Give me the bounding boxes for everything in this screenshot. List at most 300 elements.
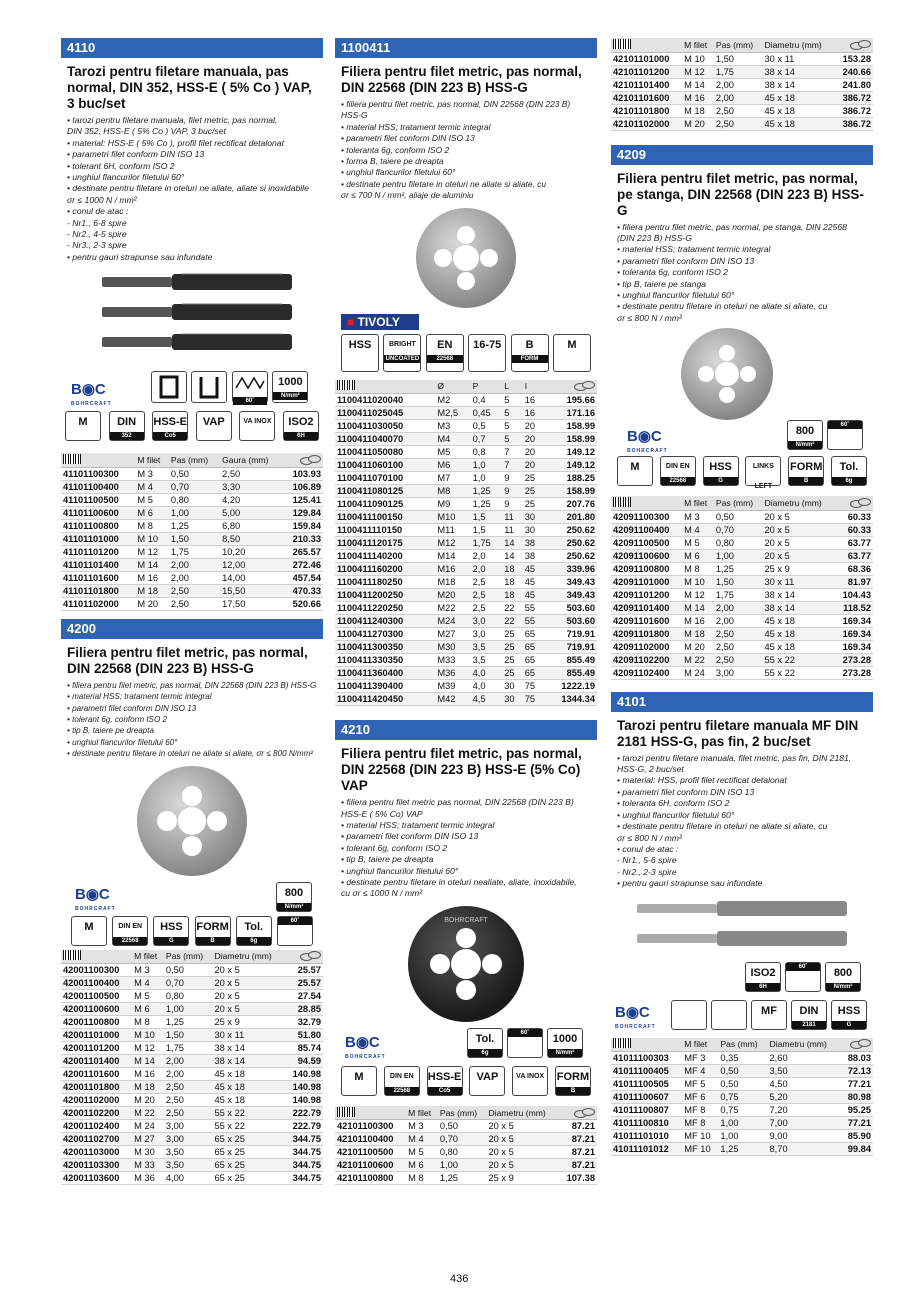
table-cell: 5 [502,407,523,420]
table-cell: 2,00 [714,91,763,104]
table-cell: 5 [502,394,523,407]
article-code: 42101101600 [611,91,682,104]
table-row [611,523,873,536]
table-cell: M36 [435,667,470,680]
spec-badge: VAP [469,1066,505,1096]
table-cell: 55 [523,602,544,615]
price-cell: 85.74 [285,1042,323,1055]
table-cell: 1,75 [169,545,220,558]
table-cell: 25 x 9 [486,1172,558,1185]
badges-1100411 [335,334,597,374]
bullet-line: • pentru gauri strapunse sau infundate [617,878,763,889]
table-cell: 14 [502,537,523,550]
table-cell: 2,50 [169,597,220,610]
table-cell: 1,00 [169,506,220,519]
table-cell: 20 x 5 [762,549,834,562]
table-cell: 25 [523,498,544,511]
fine-taps-illustration [627,896,857,956]
table-cell: M20 [435,589,470,602]
table-cell: M 36 [132,1172,164,1185]
table-cell: 20 [523,459,544,472]
spec-badge: 60˚ [827,420,863,450]
table-row [335,511,597,524]
table-cell: 45 x 18 [762,640,834,653]
table-cell: 5 [502,420,523,433]
price-cell: 68.36 [835,562,873,575]
table-cell: 30 [502,693,523,706]
table-cell: M 24 [682,666,714,679]
table-row [61,584,323,597]
table-cell: 3,00 [164,1120,213,1133]
table-cell: 38 x 14 [212,1055,284,1068]
table-4210: M filet Pas (mm) Diametru (mm) 42101100300 M 3 0,50 20 x 5 87.21 42101100400 M 4 0,70 20 x 5 87.21 42101100500 M 5 0,80 20 x 5 87.21 42101100600 M 6 1,00 20 x 5 87.21 42101100800 M 8 1,25 25 x 9 107.38 [337,1107,595,1184]
spec-badge: BRIGHT UNCOATED [383,334,421,372]
price-cell: 470.33 [283,584,323,597]
die-image-4200 [137,766,247,876]
price-cell: 169.34 [835,614,873,627]
table-cell: 2,50 [164,1107,213,1120]
spec-badge: ISO2 6H [745,962,781,992]
spec-badge: FORM B [788,456,824,486]
barcode-icon [63,950,81,960]
spec-badge: DIN EN 22568 [384,1066,420,1096]
table-row [335,485,597,498]
article-code: 1100411220250 [335,602,435,615]
tivoly-logo: ■ TIVOLY [341,314,419,330]
spec-badge: FORM B [195,916,231,946]
spec-badge [671,1000,707,1030]
bullets-4101 [611,750,873,890]
table-cell: M 20 [132,1094,164,1107]
article-code: 41011100405 [611,1065,682,1078]
table-cell: M 4 [406,1133,438,1146]
article-code: 42101101800 [611,104,682,117]
bohrcraft-logo: B◉C BOHRCRAFT [627,428,668,455]
article-code: 1100411060100 [335,459,435,472]
table-cell: M 16 [132,1068,164,1081]
table-cell: M5 [435,446,470,459]
article-code: 1100411180250 [335,576,435,589]
price-cell: 80.98 [841,1091,874,1104]
spec-badge: HSS G [703,456,739,486]
article-code: 42001102000 [61,1094,132,1107]
table-cell: 3,00 [714,666,763,679]
bullet-line: • destinate pentru filetare in oteluri ne aliate si aliate, cu [617,821,828,832]
table-row [61,467,323,480]
article-code: 1100411240300 [335,615,435,628]
spec-badge: VA INOX [239,411,275,441]
table-cell: 14,00 [220,571,283,584]
article-code: 42001101600 [61,1068,132,1081]
table-cell: 0,70 [714,523,763,536]
price-cell: 149.12 [543,459,597,472]
price-cell: 222.79 [285,1120,323,1133]
price-cell: 87.21 [559,1120,597,1133]
article-code: 42001100500 [61,990,132,1003]
price-cell: 60.33 [835,510,873,523]
bullet-line: • tarozi pentru filetare manuala, filet metric, pas normal, [67,115,278,125]
table-cell: 45 x 18 [212,1068,284,1081]
bullet-line: • forma B, taiere pe dreapta [341,156,444,167]
die-image-1100411 [416,208,516,308]
table-row [611,104,873,117]
table-cell: 1,00 [718,1130,767,1143]
table-cell: 20 x 5 [762,510,834,523]
table-cell: 2,60 [768,1052,841,1065]
table-cell: 4,20 [220,493,283,506]
badges-4110 [61,371,323,447]
price-cell: 25.57 [285,964,323,977]
table-cell: M 10 [682,575,714,588]
price-cell: 503.60 [543,602,597,615]
table-cell: M 16 [135,571,168,584]
article-code: 42001100600 [61,1003,132,1016]
spec-badge: DIN EN 22568 [112,916,148,946]
bullet-line: • destinate pentru filetare in oteluri ne aliate si aliate, cu [341,178,546,189]
column-1 [61,38,323,1185]
table-cell: 1,75 [714,65,763,78]
table-cell: M 3 [132,964,164,977]
table-cell: 0,70 [438,1133,487,1146]
bullet-line: • parametri filet conform DIN ISO 13 [617,255,755,266]
table-cell: M6 [435,459,470,472]
table-row [335,420,597,433]
bohrcraft-logo: B◉C BOHRCRAFT [75,885,116,912]
table-row [335,589,597,602]
table-cell: MF 10 [682,1130,718,1143]
article-code: 42091102200 [611,653,682,666]
table-cell: M 4 [682,523,714,536]
table-cell: M 16 [682,614,714,627]
bullet-line: • destinate pentru filetare in oteluri nealiate, aliate, inoxidabile, [341,877,577,887]
table-cell: 20 [523,433,544,446]
price-cell: 60.33 [835,523,873,536]
table-cell: 7,20 [768,1104,841,1117]
price-cell: 158.99 [543,485,597,498]
table-cell: 0,45 [471,407,503,420]
table-cell: 20 x 5 [486,1120,558,1133]
article-code: 1100411080125 [335,485,435,498]
article-code: 1100411040070 [335,433,435,446]
price-cell: 27.54 [285,990,323,1003]
table-row [335,472,597,485]
table-row [611,1130,873,1143]
bullet-line: • tip B, taiere pe dreapta [341,854,434,865]
table-cell: 2,50 [714,117,763,130]
thread-angle-badge: 60˚ [232,371,268,403]
table-cell: 3,00 [164,1133,213,1146]
table-cell: 20 x 5 [212,1003,284,1016]
bullet-line: • material HSS; tratament termic integral [617,244,771,255]
table-cell: M 18 [682,104,714,117]
table-cell: 2,50 [164,1081,213,1094]
bullet-line: • filiera pentru filet metric, pas normal, pe stanga, DIN 22568 [617,221,847,232]
price-cell: 140.98 [285,1081,323,1094]
article-code: 41101101200 [61,545,135,558]
section-header-4209: 4209 [611,145,873,165]
table-cell: 0,50 [164,964,213,977]
article-code: 42091100500 [611,536,682,549]
price-cell: 222.79 [285,1107,323,1120]
table-row [61,1003,323,1016]
table-cell: 0,5 [471,420,503,433]
table-row [61,1133,323,1146]
spec-badge: 60˚ [277,916,313,946]
price-cell: 386.72 [835,91,873,104]
price-cell: 129.84 [283,506,323,519]
article-code: 42001102200 [61,1107,132,1120]
article-code: 1100411120175 [335,537,435,550]
article-code: 41011100810 [611,1117,682,1130]
table-cell: 65 [523,667,544,680]
spec-badge [711,1000,747,1030]
bullet-line: • filiera pentru filet metric, pas normal, DIN 22568 (DIN 223 B) HSS-G [341,99,571,121]
spec-badge: 800 N/mm² [787,420,823,450]
price-cell: 51.80 [285,1029,323,1042]
table-row [61,1094,323,1107]
bullet-line: • material HSS; tratament termic integral [341,819,495,830]
bullet-line: • unghiul flancurilor filetului 60° [67,172,185,183]
table-cell: MF 10 [682,1143,718,1156]
table-row [61,558,323,571]
spec-badge: Tol. 6g [467,1028,503,1058]
table-cell: 1,00 [438,1159,487,1172]
barcode-icon [63,454,81,464]
straight-hole-icon [151,371,187,403]
article-code: 41101100600 [61,506,135,519]
article-code: 41011101012 [611,1143,682,1156]
table-cell: 1,5 [471,511,503,524]
price-cell: 344.75 [285,1133,323,1146]
article-code: 42001100300 [61,964,132,977]
table-cell: M16 [435,563,470,576]
table-row [61,964,323,977]
table-row [335,641,597,654]
spec-badge: HSS G [153,916,189,946]
table-row [611,549,873,562]
table-cell: 7 [502,459,523,472]
table-row [611,614,873,627]
table-cell: 30 x 11 [762,575,834,588]
table-cell: 0,70 [169,480,220,493]
bullets-4210 [335,794,597,900]
table-cell: 25 [502,654,523,667]
article-code: 42001101000 [61,1029,132,1042]
table-cell: M 8 [406,1172,438,1185]
price-cell: 1222.19 [543,680,597,693]
table-cell: M 5 [406,1146,438,1159]
table-cell: 2,0 [471,563,503,576]
table-cell: 38 [523,550,544,563]
table-cell: 3,30 [220,480,283,493]
table-cell: 20 x 5 [486,1133,558,1146]
table-cell: 1,50 [714,575,763,588]
price-cell: 87.21 [559,1159,597,1172]
table-cell: 20 [523,446,544,459]
price-cell: 1344.34 [543,693,597,706]
table-cell: 0,70 [164,977,213,990]
spec-badge: B FORM [511,334,549,372]
bullet-line: σr ≤ 700 N / mm², aliaje de aluminiu [341,190,474,201]
table-cell: 0,75 [718,1104,767,1117]
article-code: 42091101200 [611,588,682,601]
table-cell: M 22 [682,653,714,666]
spec-badge: Tol. 6g [831,456,867,486]
table-cell: 0,80 [164,990,213,1003]
bullet-line: • toleranta 6H, conform ISO 2 [617,798,730,809]
table-cell: M 14 [682,601,714,614]
article-code: 1100411050080 [335,446,435,459]
table-cell: 0,7 [471,433,503,446]
table-row [611,1065,873,1078]
bullet-line: • material HSS; tratament termic integral [341,121,491,132]
price-cell: 241.80 [835,78,873,91]
table-cell: 65 x 25 [212,1146,284,1159]
bullets-4209 [611,219,873,325]
section-header-1100411: 1100411 [335,38,597,58]
table-cell: 3,0 [471,628,503,641]
article-code: 42001100800 [61,1016,132,1029]
section-title-4209: Filiera pentru filet metric, pas normal, pe stanga, DIN 22568 (DIN 223 B) HSS-G [617,170,864,218]
table-cell: M9 [435,498,470,511]
table-cell: 2,00 [714,614,763,627]
table-cell: 2,5 [471,602,503,615]
table-cell: 1,25 [471,498,503,511]
table-row [335,537,597,550]
table-cell: MF 4 [682,1065,718,1078]
article-code: 42101100600 [335,1159,406,1172]
table-row [61,1120,323,1133]
bullet-line: • conul de atac : [617,843,679,854]
spec-badge: FORM B [555,1066,591,1096]
spec-badge: M [341,1066,377,1096]
spec-badge: HSS-E Co5 [152,411,188,441]
table-cell: 2,50 [714,653,763,666]
table-row [335,1159,597,1172]
price-cell: 386.72 [835,104,873,117]
table-cell: 30 x 11 [212,1029,284,1042]
price-cell: 188.25 [543,472,597,485]
table-row [611,562,873,575]
table-cell: 2,0 [471,550,503,563]
table-row [61,1042,323,1055]
badges-4210 [335,1028,597,1102]
table-row [335,407,597,420]
table-cell: 1,50 [164,1029,213,1042]
bullet-line: • conul de atac : [67,206,129,217]
table-cell: 1,25 [169,519,220,532]
table-cell: 0,35 [718,1052,767,1065]
table-cell: 1,0 [471,472,503,485]
bullet-line: • parametri filet conform DIN ISO 13 [67,149,205,160]
article-code: 42091102000 [611,640,682,653]
article-code: 1100411020040 [335,394,435,407]
bullet-line: - Nr2., 4-5 spire [67,229,127,240]
price-cell: 81.97 [835,575,873,588]
table-1100411: Ø P L I 1100411020040 M2 0,4 5 16 195.66 1100411025045 M2,5 0,45 5 16 171.16 1100411030050 M3 0,5 5 20 158.99 1100411040070 M4 0,7 5 20 158.99 1100411050080 M5 0,8 7 20 149.12 1100411060100 M6 1,0 7 20 149.12 1100411070100 M7 1,0 9 25 188.25 1100411080125 M8 1,25 9 25 158.99 1100411090125 M9 1,25 9 25 207.76 1100411100150 M10 1,5 11 30 201.80 1100411110150 M11 1,5 11 30 250.62 1100411120175 M12 1,75 14 38 250.62 1100411140200 M14 2,0 14 38 250.62 1100411160200 M16 2,0 18 45 339.96 1100411180250 M18 2,5 18 45 349.43 1100411200250 M20 2,5 18 45 349.43 1100411220250 M22 2,5 22 55 503.60 1100411240300 M24 3,0 22 55 503.60 1100411270300 M27 3,0 25 65 719.91 1100411300350 M30 3,5 25 65 719.91 1100411330350 M33 3,5 25 65 855.49 1100411360400 M36 4,0 25 65 855.49 1100411390400 M39 4,0 30 75 1222.19 1100411420450 M42 4,5 30 75 1344.34 [337,381,595,705]
table-cell: 3,0 [471,615,503,628]
article-code: 1100411200250 [335,589,435,602]
bullet-line: • filiera pentru filet metric, pas normal, DIN 22568 (DIN 223 B) HSS-G [67,680,317,690]
table-cell: MF 3 [682,1052,718,1065]
table-cell: M 10 [135,532,168,545]
price-coins-icon [299,454,321,464]
article-code: 42001103000 [61,1146,132,1159]
table-cell: 38 x 14 [762,78,834,91]
price-cell: 344.75 [285,1172,323,1185]
section-title-4200: Filiera pentru filet metric, pas normal, DIN 22568 (DIN 223 B) HSS-G [67,644,308,676]
table-cell: 2,00 [714,78,763,91]
price-cell: 457.54 [283,571,323,584]
table-row [61,1081,323,1094]
article-code: 41101100800 [61,519,135,532]
table-cell: 20 x 5 [762,523,834,536]
price-coins-icon [299,950,321,960]
table-cell: M 18 [682,627,714,640]
article-code: 42091100800 [611,562,682,575]
article-code: 1100411140200 [335,550,435,563]
article-code: 42001102400 [61,1120,132,1133]
table-row [61,1016,323,1029]
bohrcraft-logo: B◉C BOHRCRAFT [615,1003,656,1030]
table-cell: 6,80 [220,519,283,532]
price-cell: 339.96 [543,563,597,576]
table-cell: 38 x 14 [762,601,834,614]
table-row [61,545,323,558]
article-code: 1100411270300 [335,628,435,641]
article-code: 42101100800 [335,1172,406,1185]
table-cell: 8,70 [768,1143,841,1156]
table-cell: M 20 [682,117,714,130]
table-cell: 9 [502,485,523,498]
table-cell: M 14 [682,78,714,91]
table-cell: 45 [523,576,544,589]
bullet-line: HSS-G, 2 buc/set [617,764,684,775]
section-title-4110: Tarozi pentru filetare manuala, pas normal, DIN 352, HSS-E ( 5% Co ) VAP, 3 buc/set [67,64,312,111]
table-4110: M filet Pas (mm) Gaura (mm) 41101100300 M 3 0,50 2,50 103.93 41101100400 M 4 0,70 3,30 106.89 41101100500 M 5 0,80 4,20 125.41 41101100600 M 6 1,00 5,00 129.84 41101100800 M 8 1,25 6,80 159.84 41101101000 M 10 1,50 8,50 210.33 41101101200 M 12 1,75 10,20 265.57 41101101400 M 14 2,00 12,00 272.46 41101101600 M 16 2,00 14,00 457.54 41101101800 M 18 2,50 15,50 470.33 41101102000 M 20 2,50 17,50 520.66 [63,455,321,609]
table-cell: 1,25 [164,1016,213,1029]
section-title-4101: Tarozi pentru filetare manuala MF DIN 2181 HSS-G, pas fin, 2 buc/set [617,717,859,749]
table-cell: 2,5 [471,589,503,602]
spec-badge: EN 22568 [426,334,464,372]
table-cell: M 27 [132,1133,164,1146]
price-cell: 386.72 [835,117,873,130]
table-cell: 12,00 [220,558,283,571]
table-cell: M7 [435,472,470,485]
table-row [335,433,597,446]
table-row [611,536,873,549]
table-cell: 30 [523,511,544,524]
table-cell: MF 8 [682,1117,718,1130]
article-code: 42091102400 [611,666,682,679]
table-4101: M filet Pas (mm) Diametru (mm) 41011100303 MF 3 0,35 2,60 88.03 41011100405 MF 4 0,50 3,50 72.13 41011100505 MF 5 0,50 4,50 77.21 41011100607 MF 6 0,75 5,20 80.98 41011100807 MF 8 0,75 7,20 95.25 41011100810 MF 8 1,00 7,00 77.21 41011101010 MF 10 1,00 9,00 85.90 41011101012 MF 10 1,25 8,70 99.84 [613,1039,871,1155]
table-cell: 22 [502,615,523,628]
table-row [61,1159,323,1172]
table-cell: M 8 [135,519,168,532]
table-row [335,524,597,537]
article-code: 42091100400 [611,523,682,536]
table-cell: M 10 [682,52,714,65]
section-title-4210: Filiera pentru filet metric, pas normal, DIN 22568 (DIN 223 B) HSS-E (5% Co) VAP [341,746,582,794]
table-cell: M 20 [682,640,714,653]
barcode-icon [613,497,631,507]
table-cell: M10 [435,511,470,524]
table-row [335,680,597,693]
bullet-line: • parametri filet conform DIN ISO 13 [67,703,197,713]
table-row [335,628,597,641]
barcode-icon [613,39,631,49]
table-row [611,627,873,640]
